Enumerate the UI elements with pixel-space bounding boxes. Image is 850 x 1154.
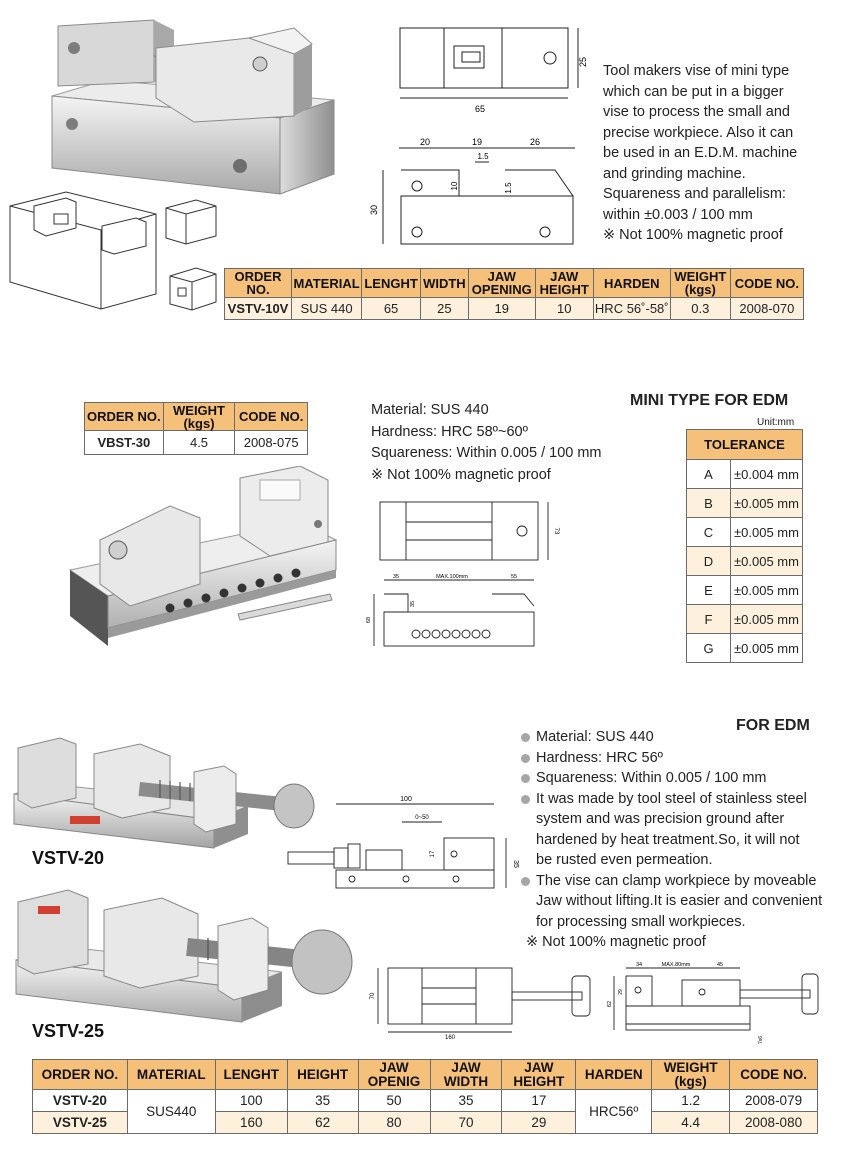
vbst-30-specs: [371, 400, 602, 486]
table-row: [687, 489, 803, 518]
description-line: which can be put in a bigger: [603, 83, 784, 100]
vise-vstv-10v-photo: [44, 18, 344, 196]
dim-jaw: 17: [430, 850, 436, 858]
col-order-no: ORDER NO.: [85, 403, 164, 431]
col-order-no: ORDER NO.: [225, 269, 292, 298]
vstv-10v-top-view-drawing: [390, 22, 600, 122]
cell: 29: [502, 1112, 576, 1134]
feature-line: The vise can clamp workpiece by moveable: [521, 871, 822, 892]
col-weight: WEIGHT (kgs): [652, 1060, 730, 1090]
feature-line: Jaw without lifting.It is easier and convenient: [536, 893, 823, 909]
table-row: [225, 298, 804, 320]
vise-vstv-25-photo: [12, 876, 357, 1024]
dim-top-height: 25: [578, 56, 588, 68]
col-weight: WEIGHT (kgs): [670, 269, 730, 298]
dim-jaw-h: 29: [618, 989, 624, 995]
feature-line: system and was precision ground after: [536, 811, 785, 827]
cell: ±0.005 mm: [731, 576, 803, 605]
section-title-for-edm: FOR EDM: [736, 717, 810, 734]
table-row: [85, 431, 308, 455]
cell: VSTV-25: [33, 1112, 128, 1134]
description-line: and grinding machine.: [603, 165, 746, 182]
col-jaw-opening: JAW OPENING: [468, 269, 535, 298]
spec-line: Hardness: HRC 58º~60º: [371, 423, 528, 440]
col-jaw-height: JAW HEIGHT: [502, 1060, 576, 1090]
cell: SUS 440: [292, 298, 362, 320]
dim-side-height: 30: [369, 204, 379, 216]
cell: ±0.005 mm: [731, 605, 803, 634]
cell: 50: [358, 1090, 430, 1112]
cell: 160: [215, 1112, 287, 1134]
cell: 4.5: [163, 431, 235, 455]
cell: 25: [421, 298, 469, 320]
table-row: [687, 605, 803, 634]
vise-vstv-20-photo: [10, 728, 316, 850]
dim-seg-a: 34: [635, 962, 643, 968]
tolerance-table: [686, 429, 803, 663]
dim-seg-b: 45: [716, 962, 724, 968]
vbst-30-side-view-drawing: [364, 572, 564, 652]
col-width: WIDTH: [421, 269, 469, 298]
feature-line: hardened by heat treatment.So, it will not: [536, 831, 800, 848]
cell: 2008-080: [730, 1112, 818, 1134]
model-label-vstv-25: VSTV-25: [32, 1021, 105, 1041]
cell: 65: [362, 298, 421, 320]
dim-height: 62: [607, 1000, 613, 1008]
description-line: be used in an E.D.M. machine: [603, 145, 798, 161]
dim-open: 0~50: [415, 815, 429, 821]
model-label-vstv-20: VSTV-20: [32, 848, 105, 868]
vstv-10v-description: [603, 61, 797, 246]
cell: 62: [287, 1112, 358, 1134]
cell: 0.3: [670, 298, 730, 320]
cell: 4.4: [652, 1112, 730, 1134]
col-order-no: ORDER NO.: [33, 1060, 128, 1090]
cell: 2008-070: [730, 298, 803, 320]
description-line: precise workpiece. Also it can: [603, 124, 794, 141]
cell: ±0.005 mm: [731, 634, 803, 663]
table-row: [33, 1090, 818, 1112]
cell: 2008-079: [730, 1090, 818, 1112]
col-material: MATERIAL: [127, 1060, 215, 1090]
vise-parts-line-drawing: [6, 184, 221, 324]
col-code-no: CODE NO.: [730, 269, 803, 298]
for-edm-features: [521, 727, 822, 953]
cell: 35: [287, 1090, 358, 1112]
cell: ±0.005 mm: [731, 489, 803, 518]
col-jaw-opening: JAW OPENIG: [358, 1060, 430, 1090]
dim-seg-b: 55: [510, 574, 518, 580]
dim-side-b: 19: [471, 137, 483, 147]
col-height: HEIGHT: [287, 1060, 358, 1090]
feature-line: It was made by tool steel of stainless steel: [521, 789, 822, 810]
col-length: LENGHT: [362, 269, 421, 298]
col-code-no: CODE NO.: [235, 403, 308, 431]
vstv-10v-spec-table: [224, 268, 804, 320]
dim-length: 160: [444, 1035, 456, 1040]
feature-line: Material: SUS 440: [521, 727, 822, 748]
dim-side-f: 1.5: [504, 182, 513, 194]
dim-height: 68: [366, 616, 372, 624]
vstv-25-side-view-drawing: [606, 960, 832, 1048]
feature-line: Hardness: HRC 56º: [521, 748, 822, 769]
col-length: LENGHT: [215, 1060, 287, 1090]
feature-line: for processing small workpieces.: [536, 913, 746, 930]
tolerance-header: TOLERANCE: [687, 430, 803, 460]
feature-line: be rusted even permeation.: [536, 852, 713, 868]
cell: 17: [502, 1090, 576, 1112]
cell: HRC 56˚-58˚: [593, 298, 670, 320]
dim-side-a: 20: [419, 137, 431, 147]
description-line: vise to process the small and: [603, 104, 790, 120]
dim-side-d: 1.5: [477, 152, 489, 161]
cell: VSTV-10V: [225, 298, 292, 320]
table-row: [687, 634, 803, 663]
dim-length: 100: [400, 796, 412, 803]
cell: ±0.005 mm: [731, 547, 803, 576]
cell: 1.2: [652, 1090, 730, 1112]
dim-side-e: 10: [450, 181, 459, 191]
cell: A: [687, 460, 731, 489]
col-code-no: CODE NO.: [730, 1060, 818, 1090]
magnetic-note: ※ Not 100% magnetic proof: [371, 466, 551, 483]
cell: 35: [430, 1090, 502, 1112]
cell-material: SUS440: [127, 1090, 215, 1134]
dim-max-open: MAX.80mm: [661, 962, 691, 968]
dim-base: 7x6: [758, 1035, 764, 1045]
vstv-20-drawing: [284, 790, 524, 896]
cell: 70: [430, 1112, 502, 1134]
cell: VSTV-20: [33, 1090, 128, 1112]
dim-width: 73: [553, 527, 559, 535]
dim-height: 35: [512, 860, 519, 868]
description-line: Tool makers vise of mini type: [603, 63, 790, 79]
table-row: [687, 576, 803, 605]
cell: B: [687, 489, 731, 518]
cell: 80: [358, 1112, 430, 1134]
vbst-30-top-view-drawing: [372, 498, 562, 566]
cell: 100: [215, 1090, 287, 1112]
vstv-10v-side-view-drawing: [365, 136, 580, 256]
col-weight: WEIGHT (kgs): [163, 403, 235, 431]
cell: 10: [535, 298, 593, 320]
cell: C: [687, 518, 731, 547]
col-jaw-width: JAW WIDTH: [430, 1060, 502, 1090]
cell: D: [687, 547, 731, 576]
col-jaw-height: JAW HEIGHT: [535, 269, 593, 298]
cell: ±0.004 mm: [731, 460, 803, 489]
table-row: [687, 460, 803, 489]
dim-max-open: MAX.100mm: [436, 574, 468, 580]
cell-harden: HRC56º: [576, 1090, 652, 1134]
spec-line: Squareness: Within 0.005 / 100 mm: [371, 445, 602, 461]
cell: F: [687, 605, 731, 634]
vise-vbst-30-photo: [60, 466, 340, 648]
dim-width: 70: [370, 992, 376, 1000]
section-title-mini-edm: MINI TYPE FOR EDM: [630, 392, 789, 409]
col-harden: HARDEN: [576, 1060, 652, 1090]
spec-line: Material: SUS 440: [371, 402, 489, 418]
cell: ±0.005 mm: [731, 518, 803, 547]
vbst-30-spec-table: [84, 402, 308, 455]
cell: 19: [468, 298, 535, 320]
col-material: MATERIAL: [292, 269, 362, 298]
table-row: [687, 518, 803, 547]
description-line: Squareness and parallelism:: [603, 186, 786, 202]
description-line: within ±0.003 / 100 mm: [603, 206, 753, 223]
table-row: [687, 547, 803, 576]
dim-seg-a: 35: [392, 574, 400, 580]
unit-label: Unit:mm: [757, 417, 795, 428]
cell: G: [687, 634, 731, 663]
dim-inner: 35: [410, 600, 416, 608]
magnetic-note: ※ Not 100% magnetic proof: [526, 934, 706, 950]
cell: E: [687, 576, 731, 605]
magnetic-note: ※ Not 100% magnetic proof: [603, 227, 783, 243]
dim-side-c: 26: [529, 137, 541, 147]
feature-line: Squareness: Within 0.005 / 100 mm: [521, 768, 822, 789]
dim-top-width: 65: [474, 104, 486, 114]
cell: 2008-075: [235, 431, 308, 455]
vstv-25-top-view-drawing: [366, 960, 606, 1040]
col-harden: HARDEN: [593, 269, 670, 298]
vstv-20-25-spec-table: [32, 1059, 818, 1134]
cell: VBST-30: [85, 431, 164, 455]
